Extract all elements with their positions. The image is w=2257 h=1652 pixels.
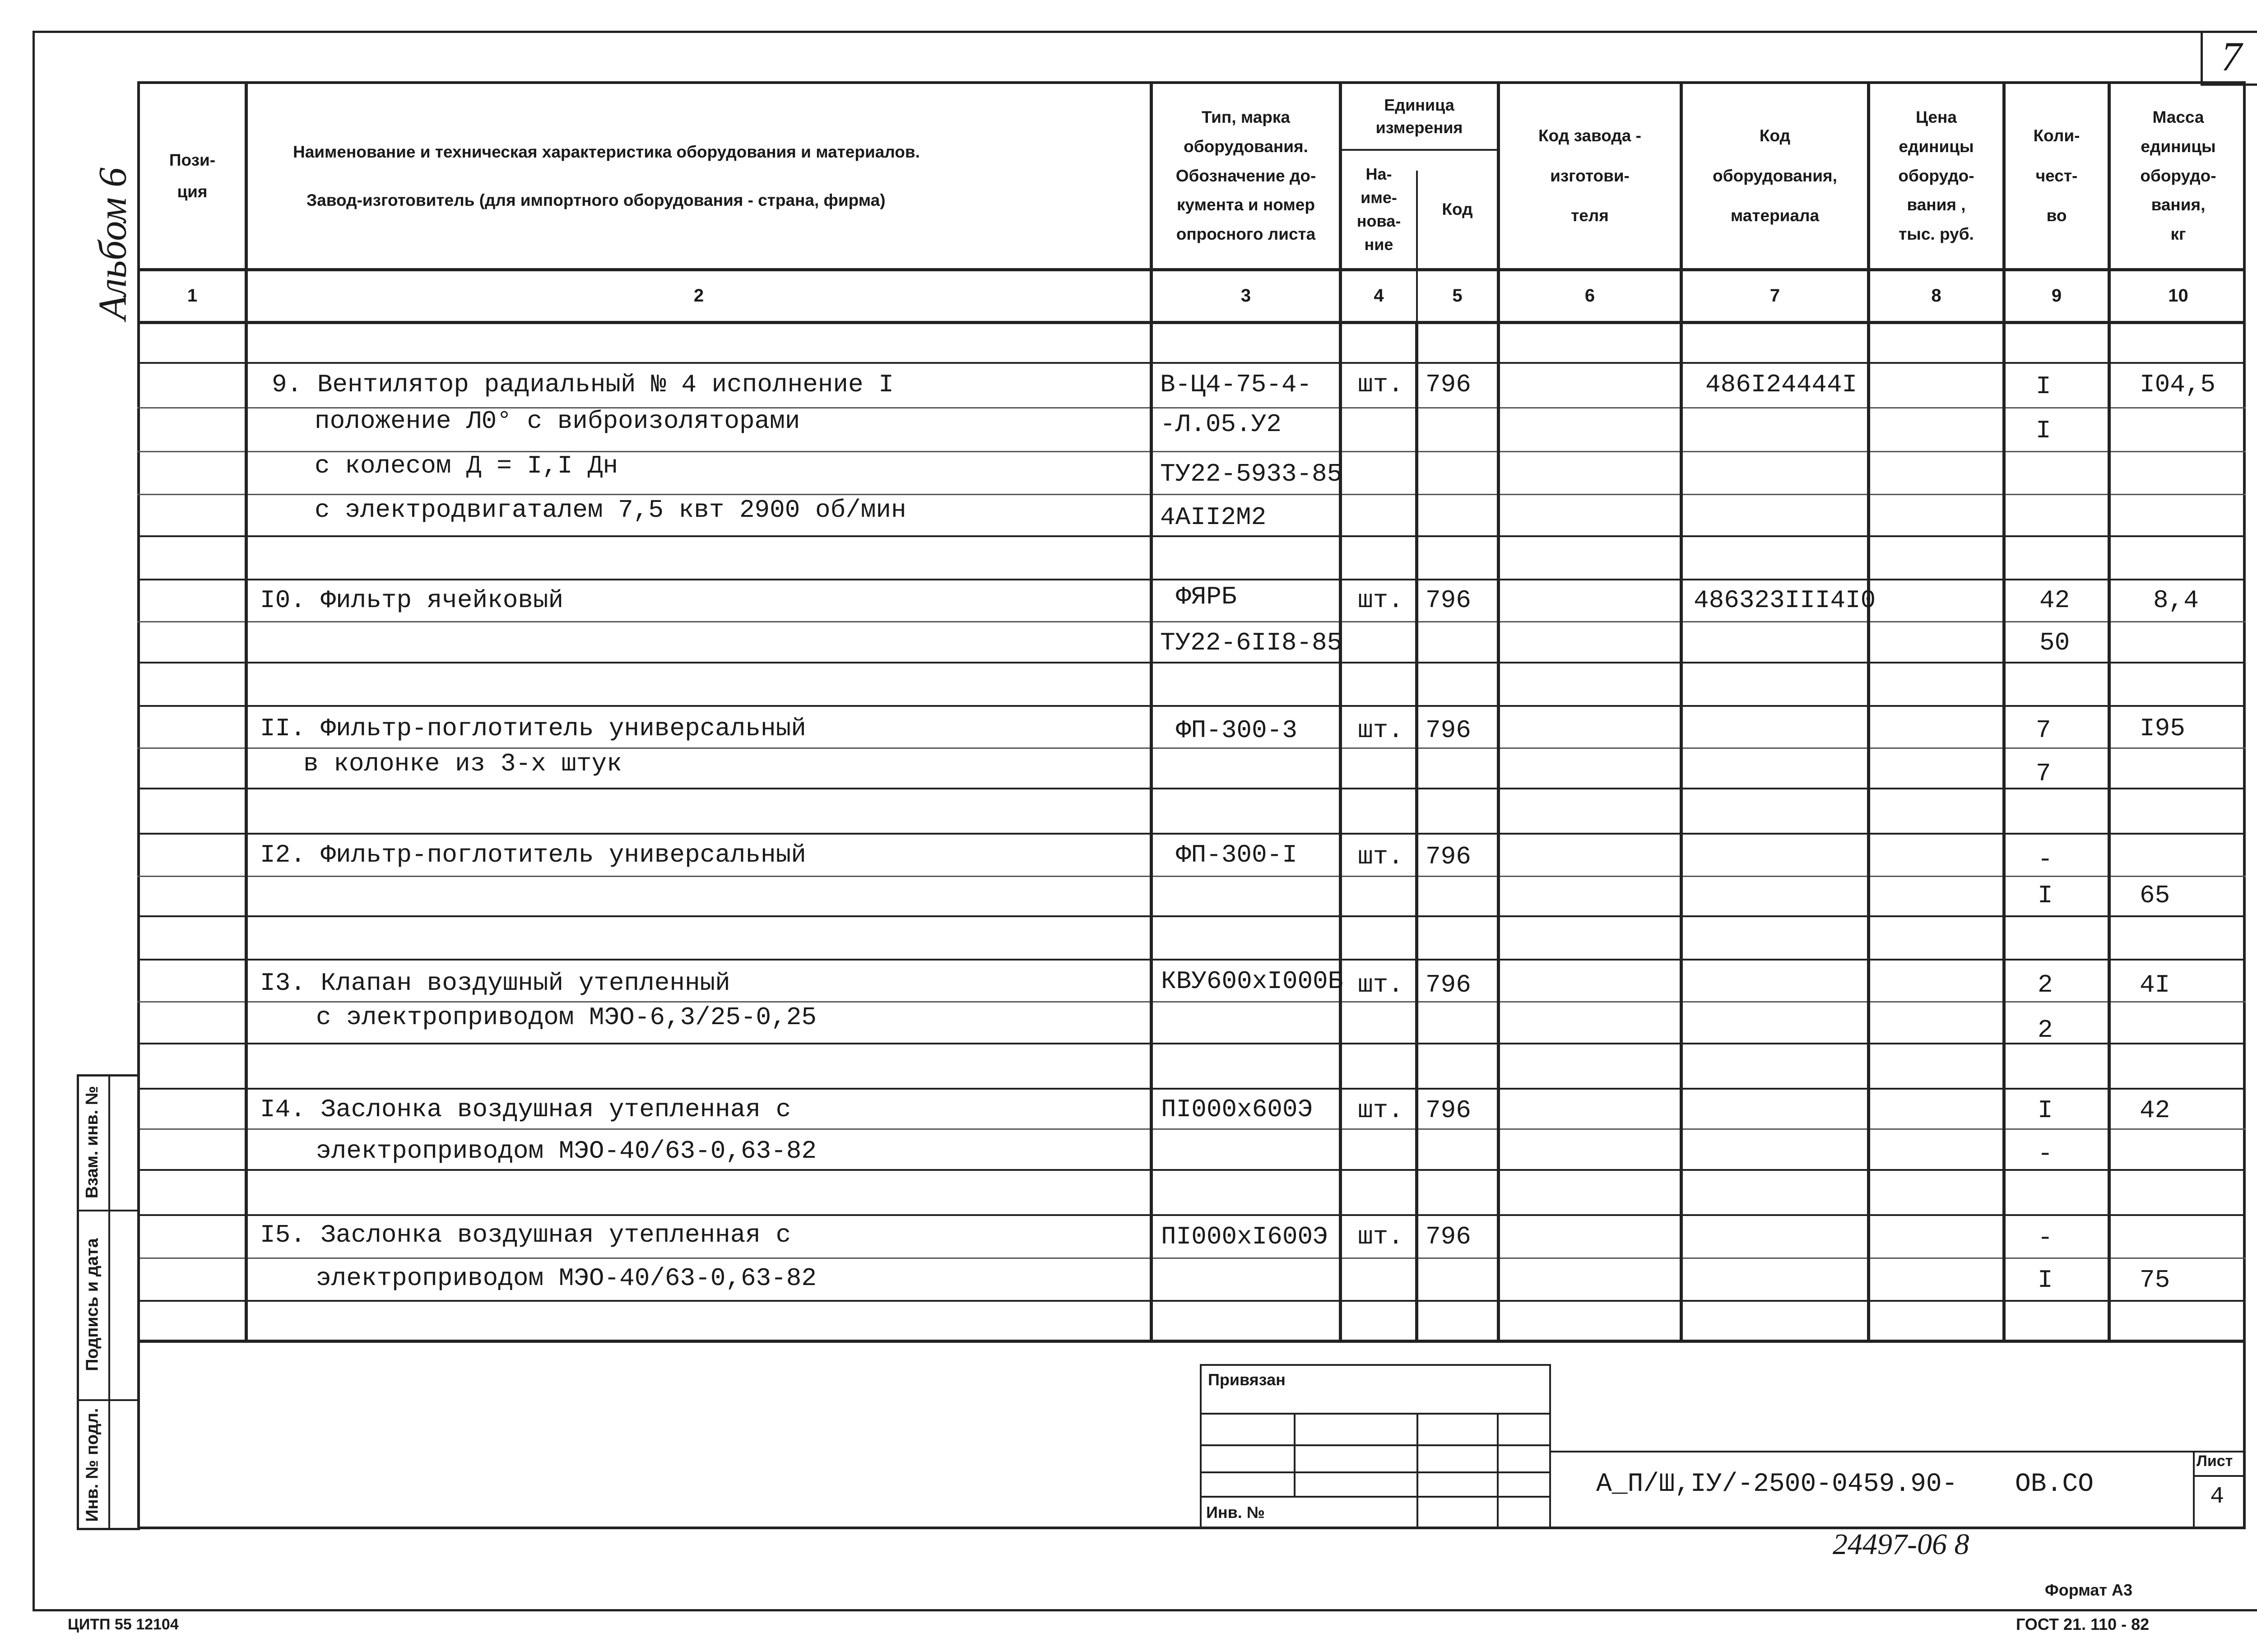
table-cell-name: электроприводом МЭО-40/63-0,63-82 [316, 1137, 817, 1165]
table-cell-qty: I [2038, 1266, 2053, 1295]
table-cell-equipment-code: 486323III4I0 [1694, 586, 1876, 615]
table-cell-code: 796 [1426, 842, 1471, 871]
table-cell-type: ПI000хI600Э [1161, 1222, 1328, 1251]
table-cell-type: ФП-300-I [1176, 840, 1297, 869]
table-cell-mass: I04,5 [2140, 370, 2216, 399]
table-cell-name: II. Фильтр-поглотитель универсальный [260, 714, 806, 743]
header-type: Тип, марка оборудования. Обозначение до- кумента и номер опросного листа [1175, 108, 1316, 244]
sheet-corner-number: 7 [2201, 31, 2257, 86]
table-cell-type: ТУ22-6II8-85 [1160, 628, 1342, 657]
table-cell-name: I3. Клапан воздушный утепленный [260, 969, 730, 998]
table-cell-mass: 4I [2140, 970, 2170, 999]
table-cell-qty: I [2036, 372, 2051, 401]
table-cell-unit: шт. [1358, 842, 1403, 871]
header-unit-group: Единица измерения [1375, 95, 1463, 137]
table-cell-mass: 65 [2140, 881, 2170, 910]
table-cell-mass: 75 [2140, 1266, 2170, 1295]
table-cell-code: 796 [1426, 586, 1471, 615]
table-cell-name: электроприводом МЭО-40/63-0,63-82 [316, 1264, 817, 1293]
stamp-privyazan: Привязан [1208, 1370, 1286, 1389]
table-cell-qty: - [2038, 1223, 2053, 1252]
table-cell-name: 9. Вентилятор радиальный № 4 исполнение I [272, 370, 894, 399]
header-name: Наименование и техническая характеристика оборудования и материалов. Завод-изготовитель (для импортного оборудования - страна, фирма) [293, 142, 920, 209]
table-cell-type: ПI000х600Э [1161, 1095, 1313, 1124]
table-cell-qty: I [2038, 881, 2053, 910]
header-mass: Масса единицы оборудо- вания, кг [2140, 108, 2216, 244]
table-cell-unit: шт. [1358, 1222, 1403, 1251]
table-cell-qty: 50 [2039, 628, 2070, 657]
table-cell-equipment-code: 486I24444I [1705, 370, 1858, 399]
table-cell-type: КВУ600хI000Б [1161, 967, 1343, 996]
table-cell-type: ФЯРБ [1176, 582, 1237, 611]
table-cell-code: 796 [1426, 1096, 1471, 1125]
table-cell-name: в колонке из 3-х штук [303, 749, 622, 778]
table-cell-mass: 42 [2140, 1096, 2170, 1125]
table-cell-name: I4. Заслонка воздушная утепленная с [260, 1095, 791, 1124]
footer-format: Формат А3 [2045, 1581, 2133, 1599]
footer-left: ЦИТП 55 12104 [68, 1616, 179, 1633]
side-label-vzam: Взам. инв. № [83, 1086, 102, 1198]
table-cell-mass: I95 [2140, 714, 2185, 743]
sheet-number: 4 [2210, 1483, 2224, 1510]
table-cell-unit: шт. [1358, 586, 1403, 615]
table-cell-name: I2. Фильтр-поглотитель универсальный [260, 840, 806, 869]
header-manufacturer-code: Код завода - изготови- теля [1538, 126, 1641, 225]
header-equipment-code: Код оборудования, материала [1713, 126, 1837, 225]
table-cell-type: -Л.05.У2 [1160, 410, 1282, 439]
table-cell-qty: 7 [2036, 759, 2051, 788]
table-cell-code: 796 [1426, 716, 1471, 745]
table-cell-code: 796 [1426, 970, 1471, 999]
side-label-inv-podl: Инв. № подл. [83, 1407, 102, 1522]
header-unit-code: Код [1442, 200, 1473, 218]
table-cell-type: 4АII2М2 [1160, 503, 1267, 532]
album-label: Альбом 6 [91, 167, 135, 320]
table-cell-unit: шт. [1358, 716, 1403, 745]
stamp-inv-no: Инв. № [1206, 1503, 1265, 1522]
table-cell-name: I5. Заслонка воздушная утепленная с [260, 1220, 791, 1249]
table-cell-qty: - [2038, 1139, 2053, 1168]
header-position: Пози- ция [169, 150, 216, 201]
table-cell-type: В-Ц4-75-4- [1160, 370, 1312, 399]
table-cell-unit: шт. [1358, 970, 1403, 999]
table-cell-qty: 2 [2038, 1016, 2053, 1044]
sheet-label: Лист [2197, 1452, 2233, 1470]
footer-gost: ГОСТ 21. 110 - 82 [2016, 1615, 2150, 1633]
header-price: Цена единицы оборудо- вания , тыс. руб. [1898, 108, 1974, 244]
table-cell-unit: шт. [1358, 1096, 1403, 1125]
table-cell-name: I0. Фильтр ячейковый [260, 586, 564, 615]
header-unit-name: На- име- нова- ние [1356, 164, 1401, 254]
table-cell-name: с электродвигаталем 7,5 квт 2900 об/мин [315, 496, 906, 524]
table-cell-qty: I [2038, 1096, 2053, 1125]
table-cell-qty: 42 [2039, 586, 2070, 615]
table-cell-type: ТУ22-5933-85 [1160, 459, 1342, 488]
document-code: ОВ.СО [2015, 1470, 2094, 1499]
table-cell-name: с колесом Д = I,I Дн [315, 451, 618, 480]
table-cell-qty: 7 [2036, 716, 2051, 745]
table-cell-name: положение Л0° с виброизоляторами [315, 407, 800, 436]
table-cell-name: с электроприводом МЭО-6,3/25-0,25 [316, 1003, 817, 1032]
handwritten-number: 24497-06 8 [1833, 1528, 1969, 1561]
table-cell-qty: I [2036, 416, 2051, 445]
table-cell-qty: - [2038, 845, 2053, 874]
table-cell-code: 796 [1426, 1222, 1471, 1251]
table-cell-code: 796 [1426, 370, 1471, 399]
table-cell-mass: 8,4 [2153, 586, 2199, 615]
table-cell-qty: 2 [2038, 970, 2053, 999]
table-cell-unit: шт. [1358, 370, 1403, 399]
header-quantity: Коли- чест- во [2033, 126, 2080, 225]
table-cell-type: ФП-300-3 [1176, 716, 1297, 745]
side-label-podpis: Подпись и дата [83, 1238, 102, 1371]
document-designation: А_П/Ш,IУ/-2500-0459.90- [1596, 1470, 1958, 1499]
